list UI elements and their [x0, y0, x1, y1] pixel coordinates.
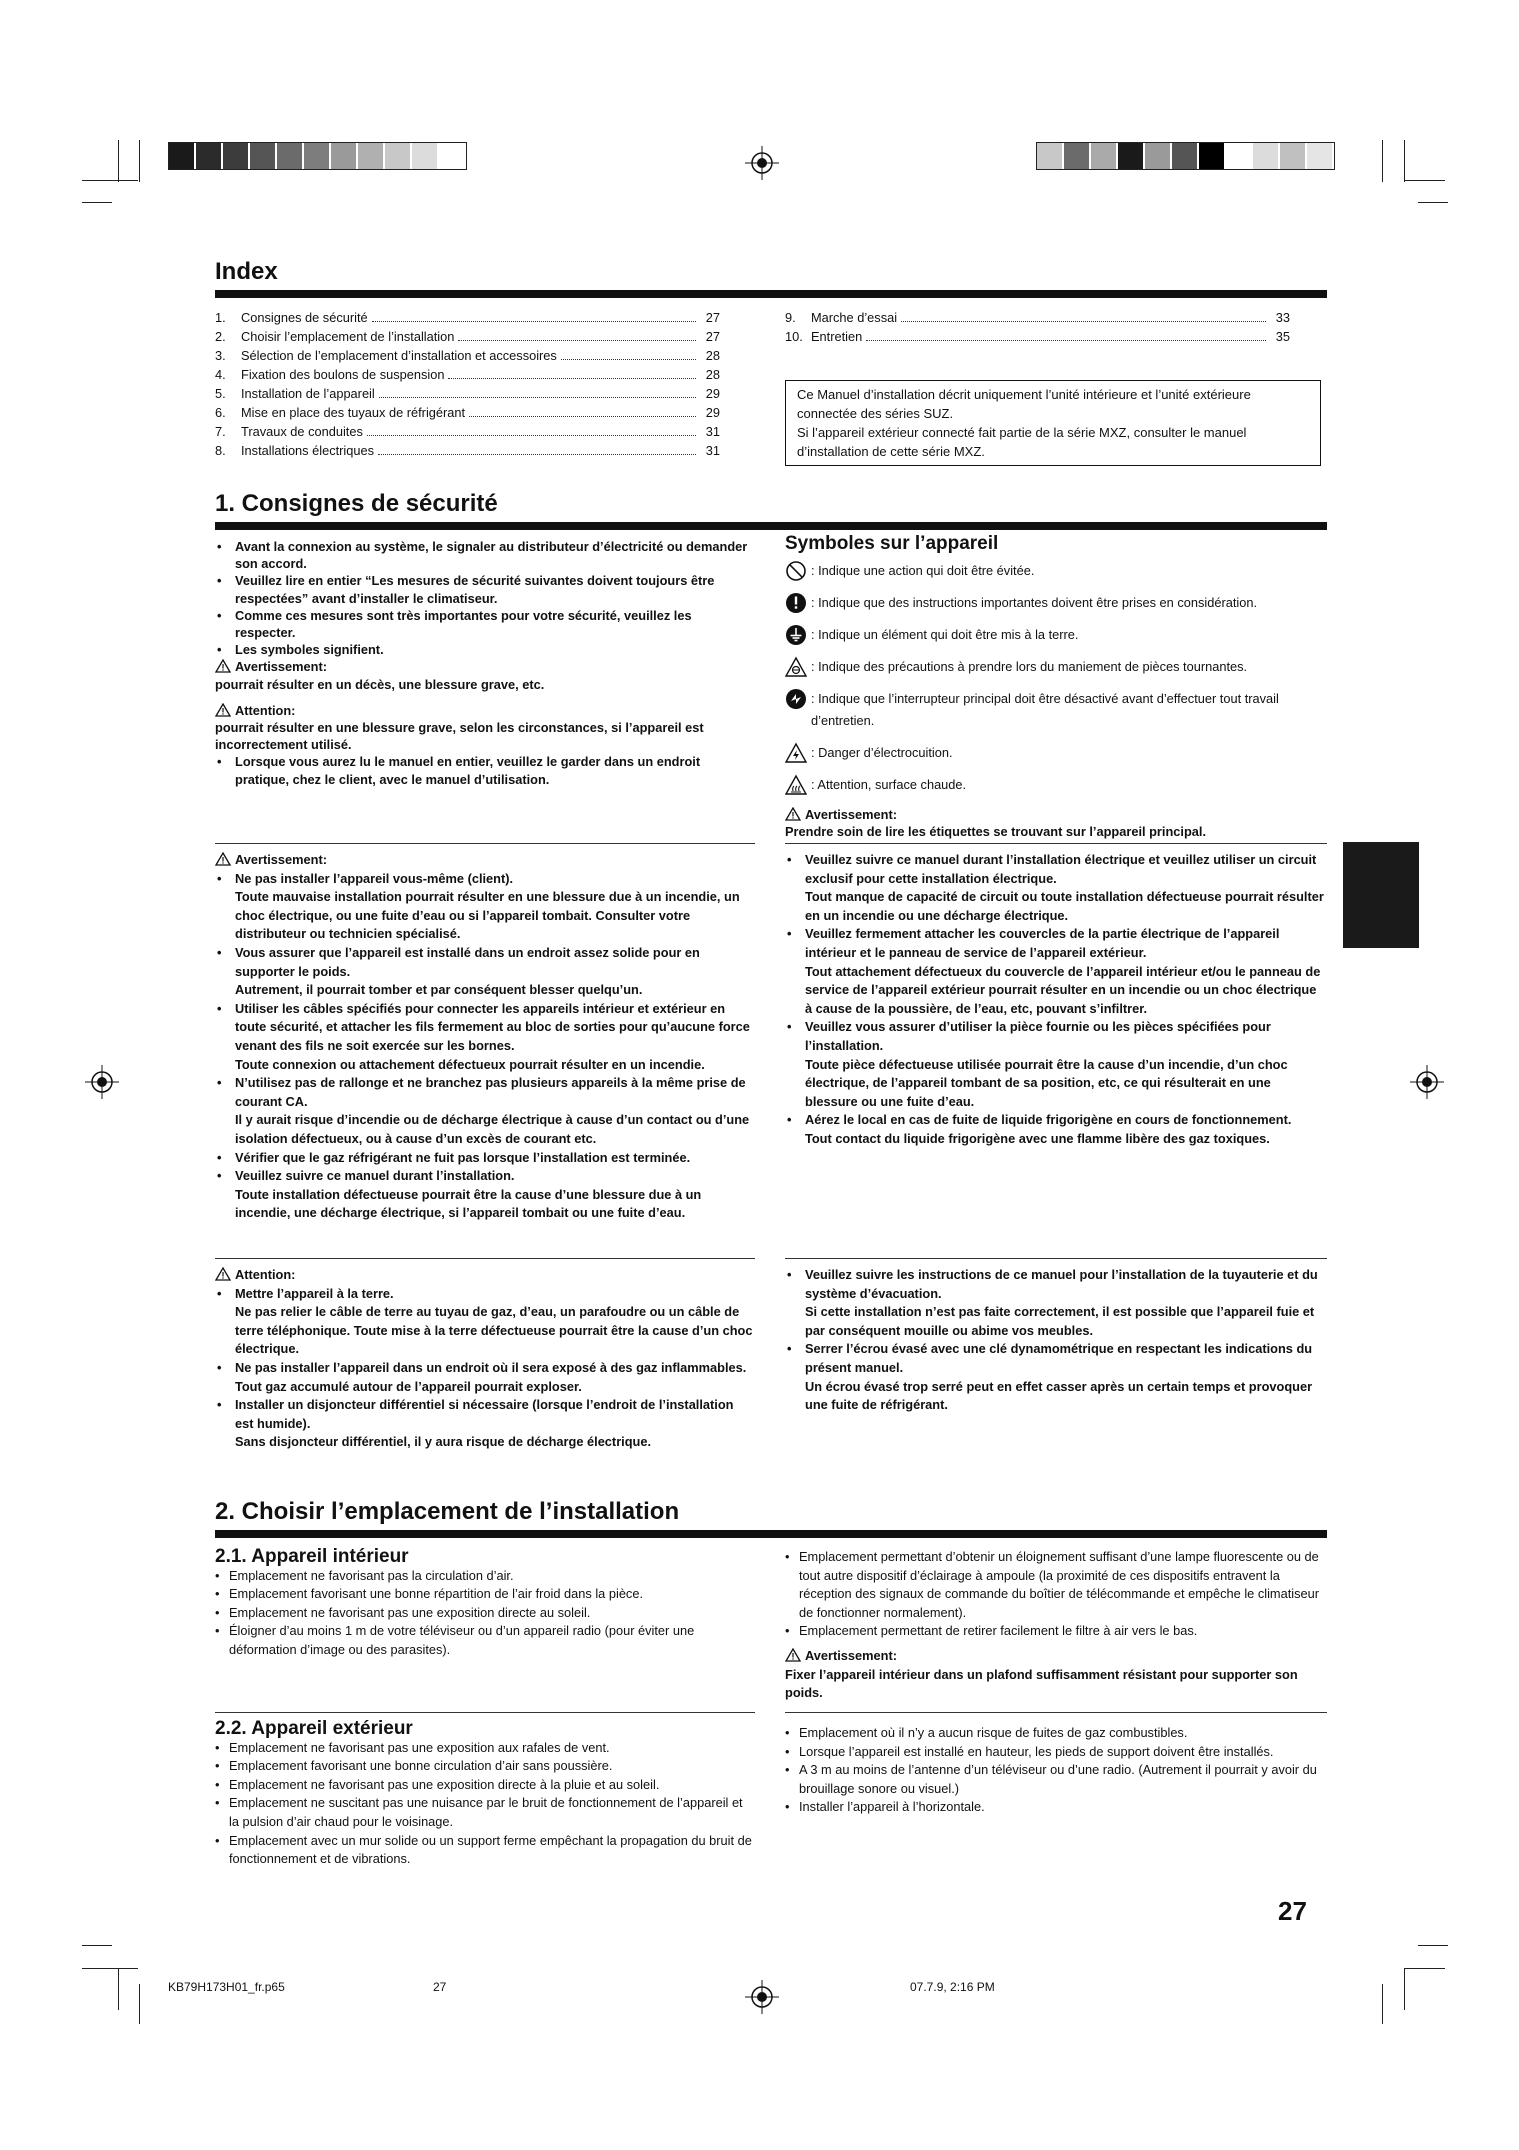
item-detail: Tout contact du liquide frigorigène avec une flamme libère des gaz toxiques. — [805, 1130, 1270, 1146]
toc-page: 28 — [705, 348, 720, 363]
toc-leader — [458, 327, 696, 341]
divider — [215, 1712, 755, 1713]
divider — [785, 843, 1327, 844]
item-detail: Sans disjoncteur différentiel, il y aura risque de décharge électrique. — [235, 1434, 652, 1450]
toc-number: 9. — [785, 310, 796, 325]
toc-leader — [372, 308, 696, 322]
warning-triangle-icon — [785, 1648, 801, 1662]
item-detail: Toute pièce défectueuse utilisée pourrait être la cause d’un incendie, d’un choc électrique, de l’appareil tombant de sa position, etc, ce qui résulterait en une blessure ou une fuite d’eau. — [805, 1056, 1288, 1109]
warning-triangle-icon — [215, 659, 231, 673]
toc-leader — [901, 308, 1266, 322]
toc-leader — [448, 365, 696, 379]
section-1-rule — [215, 522, 1327, 530]
warnings-left — [215, 851, 755, 1223]
toc-page: 33 — [1275, 310, 1290, 325]
symbol-text: : Indique que des instructions importantes doivent être prises en considération. — [811, 594, 1258, 610]
location-bullet: • Lorsque l’appareil est installé en hauteur, les pieds de support doivent être installés. — [785, 1743, 1325, 1762]
item-detail: Si cette installation n’est pas faite correctement, il est possible que l’appareil fuie et par conséquent mouille ou abime vos meubles. — [805, 1304, 1315, 1338]
location-bullet: • Emplacement permettant de retirer facilement le filtre à air vers le bas. — [785, 1622, 1325, 1641]
warning-triangle-icon — [785, 807, 801, 821]
indoor-title: 2.1. Appareil intérieur — [215, 1546, 409, 1567]
symbol-text: : Indique des précautions à prendre lors du maniement de pièces tournantes. — [811, 658, 1248, 674]
item-heading: • Ne pas installer l’appareil vous-même (client). — [235, 870, 514, 886]
color-swatch — [1037, 143, 1064, 169]
item-heading: • Ne pas installer l’appareil dans un endroit où il sera exposé à des gaz inflammables. — [235, 1359, 747, 1375]
page-number: 27 — [1278, 1896, 1307, 1926]
divider — [215, 1258, 755, 1259]
section-1-title: 1. Consignes de sécurité — [215, 490, 498, 517]
toc-label: Sélection de l’emplacement d’installation et accessoires — [241, 348, 557, 363]
toc-entry — [215, 384, 720, 403]
color-calibration-bar-right — [1036, 142, 1335, 170]
intro-bullet: • Comme ces mesures sont très importantes pour votre sécurité, veuillez les respecter. — [215, 607, 755, 641]
indoor-warn-text: Fixer l’appareil intérieur dans un plafond suffisamment résistant pour supporter son poids. — [785, 1666, 1298, 1701]
symbol-text: : Indique un élément qui doit être mis à la terre. — [811, 626, 1079, 642]
toc-right — [785, 308, 1290, 346]
color-swatch — [358, 143, 385, 169]
item-list — [215, 870, 755, 1223]
warn-text: pourrait résulter en un décès, une blessure grave, etc. — [215, 676, 545, 692]
location-bullet: • Emplacement ne favorisant pas une exposition directe à la pluie et au soleil. — [215, 1776, 755, 1795]
toc-label: Entretien — [811, 329, 863, 344]
symbol-row — [785, 774, 1325, 796]
toc-label: Fixation des boulons de suspension — [241, 367, 445, 382]
divider — [785, 1712, 1327, 1713]
symbol-row — [785, 742, 1325, 764]
color-swatch — [331, 143, 358, 169]
att-label: Attention: — [235, 702, 296, 718]
color-swatch — [412, 143, 439, 169]
toc-number: 5. — [215, 386, 226, 401]
title-rule — [215, 290, 1327, 298]
prohibited-icon — [785, 560, 807, 582]
outdoor-left — [215, 1720, 755, 1869]
mandatory-icon — [785, 592, 807, 614]
item-detail: Tout attachement défectueux du couvercle de l’appareil intérieur et/ou le panneau de service de l’appareil extérieur pourrait résulter en un incendie ou un choc électrique à cause de la poussière, de l’eau, etc, pouvant s’infiltrer. — [805, 963, 1321, 1016]
toc-page: 27 — [705, 329, 720, 344]
symbols-panel — [785, 535, 1325, 840]
color-swatch — [304, 143, 331, 169]
item-heading: • Utiliser les câbles spécifiés pour connecter les appareils intérieur et extérieur en toute sécurité, et attacher les fils fermement au bloc de sorties pour qu’aucune force venant des fils ne soit exercée sur les bornes. — [235, 1000, 750, 1053]
toc-entry — [215, 365, 720, 384]
outdoor-right — [785, 1724, 1325, 1817]
safety-item — [785, 1340, 1325, 1414]
item-detail: Un écrou évasé trop serré peut en effet casser après un certain temps et provoquer une fuite de réfrigérant. — [805, 1378, 1313, 1413]
safety-item — [785, 1266, 1325, 1340]
toc-number: 7. — [215, 424, 226, 439]
att-text: pourrait résulter en une blessure grave, selon les circonstances, si l’appareil est incorrectement utilisé. — [215, 720, 704, 753]
toc-page: 27 — [705, 310, 720, 325]
safety-intro — [215, 538, 755, 788]
registration-mark-icon — [1410, 1065, 1444, 1099]
item-heading: • Vérifier que le gaz réfrigérant ne fuit pas lorsque l’installation est terminée. — [235, 1149, 691, 1165]
color-swatch — [439, 143, 466, 169]
toc-label: Consignes de sécurité — [241, 310, 368, 325]
warning-triangle-icon — [215, 703, 231, 717]
hot-surface-icon — [785, 774, 807, 796]
location-bullet: • Emplacement ne favorisant pas une exposition aux rafales de vent. — [215, 1739, 755, 1758]
toc-number: 6. — [215, 405, 226, 420]
symbol-row — [785, 688, 1325, 732]
item-detail: Autrement, il pourrait tomber et par conséquent blesser quelqu’un. — [235, 982, 643, 998]
intro-bullet: • Veuillez lire en entier “Les mesures de sécurité suivantes doivent toujours être respectées” avant d’installer le climatiseur. — [215, 572, 755, 606]
intro-bullet: • Avant la connexion au système, le signaler au distributeur d’électricité ou demander son accord. — [215, 538, 755, 572]
color-swatch — [1118, 143, 1145, 169]
safety-item — [215, 1167, 755, 1223]
symbol-row — [785, 592, 1325, 614]
safety-item — [785, 925, 1325, 1018]
toc-number: 2. — [215, 329, 226, 344]
safety-item — [785, 851, 1325, 925]
location-bullet: • Emplacement ne favorisant pas la circulation d’air. — [215, 1567, 755, 1586]
item-detail: Ne pas relier le câble de terre au tuyau de gaz, d’eau, un parafoudre ou un câble de terre téléphonique. Toute mise à la terre défectueuse pourrait être la cause d’un choc électrique. — [235, 1304, 753, 1357]
ground-icon — [785, 624, 807, 646]
series-note: Ce Manuel d’installation décrit uniquement l’unité intérieure et l’unité extérieure connectée des séries SUZ. Si l’appareil extérieur connecté fait partie de la série MXZ, consulter le manuel d’installation de cette série MXZ. — [785, 380, 1321, 466]
item-heading: • Veuillez vous assurer d’utiliser la pièce fournie ou les pièces spécifiées pour l’installation. — [805, 1019, 1271, 1053]
toc-leader — [378, 441, 696, 455]
color-swatch — [1145, 143, 1172, 169]
index-title: Index — [215, 258, 278, 285]
item-heading: • Veuillez suivre ce manuel durant l’installation. — [235, 1168, 515, 1184]
color-swatch — [385, 143, 412, 169]
footer-date: 07.7.9, 2:16 PM — [910, 1980, 995, 1994]
color-swatch — [196, 143, 223, 169]
item-heading: • Aérez le local en cas de fuite de liquide frigorigène en cours de fonctionnement. — [805, 1112, 1292, 1128]
symbol-row — [785, 656, 1325, 678]
toc-number: 4. — [215, 367, 226, 382]
rotating-parts-icon — [785, 656, 807, 678]
toc-number: 10. — [785, 329, 803, 344]
item-detail: Tout gaz accumulé autour de l’appareil pourrait exploser. — [235, 1378, 582, 1394]
item-detail: Toute connexion ou attachement défectueux pourrait résulter en un incendie. — [235, 1056, 705, 1072]
item-heading: • Vous assurer que l’appareil est installé dans un endroit assez solide pour en supporter le poids. — [235, 944, 700, 979]
safety-item — [215, 944, 755, 1000]
toc-label: Mise en place des tuyaux de réfrigérant — [241, 405, 466, 420]
toc-entry — [215, 422, 720, 441]
toc-leader — [561, 346, 696, 360]
location-bullet: • Emplacement favorisant une bonne répartition de l’air froid dans la pièce. — [215, 1585, 755, 1604]
location-bullet: • Emplacement ne favorisant pas une exposition directe au soleil. — [215, 1604, 755, 1623]
warnings-label: Avertissement: — [235, 852, 327, 867]
toc-leader — [367, 422, 696, 436]
toc-entry — [215, 403, 720, 422]
divider — [215, 843, 755, 844]
toc-label: Installations électriques — [241, 443, 375, 458]
sym-warn-label: Avertissement: — [805, 806, 897, 822]
safety-item — [215, 1000, 755, 1074]
registration-mark-icon — [745, 1980, 779, 2014]
color-swatch — [250, 143, 277, 169]
location-bullet: • Installer l’appareil à l’horizontale. — [785, 1798, 1325, 1817]
location-bullet: • Emplacement où il n’y a aucun risque de fuites de gaz combustibles. — [785, 1724, 1325, 1743]
item-heading: • Installer un disjoncteur différentiel si nécessaire (lorsque l’endroit de l’installation est humide). — [235, 1397, 734, 1431]
item-heading: • Veuillez suivre les instructions de ce manuel pour l’installation de la tuyauterie et du système d’évacuation. — [805, 1267, 1318, 1301]
safety-item — [785, 1018, 1325, 1111]
warning-triangle-icon — [215, 1267, 231, 1281]
section-2-rule — [215, 1530, 1327, 1538]
symbols-title: Symboles sur l’appareil — [785, 533, 999, 554]
location-bullet: • A 3 m au moins de l’antenne d’un téléviseur ou d’une radio. (Autrement il pourrait y avoir du brouillage sonore ou visuel.) — [785, 1761, 1325, 1798]
location-bullet: • Éloigner d’au moins 1 m de votre téléviseur ou d’un appareil radio (pour éviter une déformation d’image ou des parasites). — [215, 1622, 755, 1659]
color-swatch — [223, 143, 250, 169]
color-swatch — [169, 143, 196, 169]
toc-page: 31 — [705, 443, 720, 458]
symbol-text: : Danger d’électrocuition. — [811, 744, 953, 760]
symbol-text: : Attention, surface chaude. — [811, 776, 967, 792]
color-calibration-bar-left — [168, 142, 467, 170]
section-2-title: 2. Choisir l’emplacement de l’installation — [215, 1498, 680, 1525]
color-swatch — [1307, 143, 1334, 169]
toc-entry — [215, 346, 720, 365]
toc-number: 8. — [215, 443, 226, 458]
item-list — [785, 851, 1325, 1149]
toc-label: Travaux de conduites — [241, 424, 363, 439]
toc-page: 29 — [705, 405, 720, 420]
symbol-text: : Indique une action qui doit être évitée. — [811, 562, 1035, 578]
toc-number: 3. — [215, 348, 226, 363]
registration-mark-icon — [85, 1065, 119, 1099]
toc-entry — [215, 441, 720, 460]
toc-page: 35 — [1275, 329, 1290, 344]
item-detail: Il y aurait risque d’incendie ou de décharge électrique à cause d’un contact ou d’une isolation défectueux, ou à cause d’un excès de courant etc. — [235, 1112, 750, 1146]
indoor-left — [215, 1548, 755, 1660]
safety-item — [215, 1149, 755, 1168]
color-swatch — [277, 143, 304, 169]
item-list — [785, 1266, 1325, 1415]
location-bullet: • Emplacement favorisant une bonne circulation d’air sans poussière. — [215, 1757, 755, 1776]
item-detail: Toute installation défectueuse pourrait être la cause d’une blessure due à un incendie, une décharge électrique, si l’appareil tombait ou une fuite d’eau. — [235, 1186, 702, 1221]
toc-number: 1. — [215, 310, 226, 325]
warning-triangle-icon — [215, 852, 231, 866]
outdoor-title: 2.2. Appareil extérieur — [215, 1718, 413, 1739]
location-bullet: • Emplacement ne suscitant pas une nuisance par le bruit de fonctionnement de l’appareil et la pulsion d’air chaud pour le voisinage. — [215, 1794, 755, 1831]
safety-item — [215, 870, 755, 944]
toc-page: 28 — [705, 367, 720, 382]
item-heading: • Mettre l’appareil à la terre. — [235, 1285, 394, 1301]
color-swatch — [1064, 143, 1091, 169]
indoor-warn-label: Avertissement: — [805, 1647, 897, 1663]
toc-label: Choisir l’emplacement de l’installation — [241, 329, 455, 344]
item-heading: • N’utilisez pas de rallonge et ne branchez pas plusieurs appareils à la même prise de courant CA. — [235, 1075, 746, 1109]
symbol-row — [785, 560, 1325, 582]
item-heading: • Serrer l’écrou évasé avec une clé dynamométrique en respectant les indications du présent manuel. — [805, 1341, 1313, 1375]
toc-leader — [379, 384, 696, 398]
toc-page: 31 — [705, 424, 720, 439]
toc-leader — [866, 327, 1266, 341]
attention-right — [785, 1266, 1325, 1415]
toc-left — [215, 308, 720, 460]
chapter-tab — [1343, 842, 1419, 948]
item-detail: Tout manque de capacité de circuit ou toute installation défectueuse pourrait résulter en un incendie ou une décharge électrique. — [805, 889, 1324, 923]
location-bullet: • Emplacement avec un mur solide ou un support ferme empêchant la propagation du bruit de fonctionnement et de vibrations. — [215, 1832, 755, 1869]
footer-page: 27 — [433, 1980, 447, 1994]
location-bullet: • Emplacement permettant d’obtenir un éloignement suffisant d’une lampe fluorescente ou de tout autre dispositif d’éclairage à ampoule (la proximité de ces dispositifs entravent la réception des signaux de commande du boîtier de télécommande et empêche le climatiseur de fonctionner normalement). — [785, 1548, 1325, 1622]
safety-item — [215, 1285, 755, 1359]
safety-item — [215, 1396, 755, 1452]
toc-label: Installation de l’appareil — [241, 386, 375, 401]
safety-item — [215, 1359, 755, 1396]
color-swatch — [1199, 143, 1226, 169]
sym-warn-text: Prendre soin de lire les étiquettes se trouvant sur l’appareil principal. — [785, 823, 1207, 839]
item-heading: • Veuillez fermement attacher les couvercles de la partie électrique de l’appareil intérieur et le panneau de service de l’appareil extérieur. — [805, 926, 1280, 960]
toc-entry — [785, 327, 1290, 346]
toc-entry — [215, 308, 720, 327]
color-swatch — [1172, 143, 1199, 169]
safety-item — [785, 1111, 1325, 1148]
power-off-icon — [785, 688, 807, 710]
attention-label: Attention: — [235, 1267, 296, 1282]
warn-label: Avertissement: — [235, 659, 327, 675]
color-swatch — [1253, 143, 1280, 169]
intro-bullet: • Les symboles signifient. — [215, 641, 755, 658]
registration-mark-icon — [745, 146, 779, 180]
item-detail: Toute mauvaise installation pourrait résulter en une blessure due à un incendie, un choc électrique, ou une fuite d’eau ou si l’appareil tombait. Consulter votre distributeur ou technicien spécialisé. — [235, 889, 740, 942]
indoor-right — [785, 1548, 1325, 1703]
toc-leader — [469, 403, 696, 417]
toc-entry — [785, 308, 1290, 327]
symbol-row — [785, 624, 1325, 646]
color-swatch — [1091, 143, 1118, 169]
toc-entry — [215, 327, 720, 346]
color-swatch — [1226, 143, 1253, 169]
warnings-right — [785, 851, 1325, 1149]
divider — [785, 1258, 1327, 1259]
item-list — [215, 1285, 755, 1452]
item-heading: • Veuillez suivre ce manuel durant l’installation électrique et veuillez utiliser un circuit exclusif pour cette installation électrique. — [805, 852, 1317, 886]
toc-page: 29 — [705, 386, 720, 401]
keep-manual-bullet: • Lorsque vous aurez lu le manuel en entier, veuillez le garder dans un endroit pratique, chez le client, avec le manuel d’utilisation. — [215, 753, 755, 787]
footer-filename: KB79H173H01_fr.p65 — [168, 1980, 285, 1994]
toc-label: Marche d’essai — [811, 310, 898, 325]
color-swatch — [1280, 143, 1307, 169]
attention-left — [215, 1266, 755, 1452]
symbol-text: : Indique que l’interrupteur principal doit être désactivé avant d’effectuer tout travail d’entretien. — [811, 690, 1279, 728]
safety-item — [215, 1074, 755, 1148]
electric-shock-icon — [785, 742, 807, 764]
